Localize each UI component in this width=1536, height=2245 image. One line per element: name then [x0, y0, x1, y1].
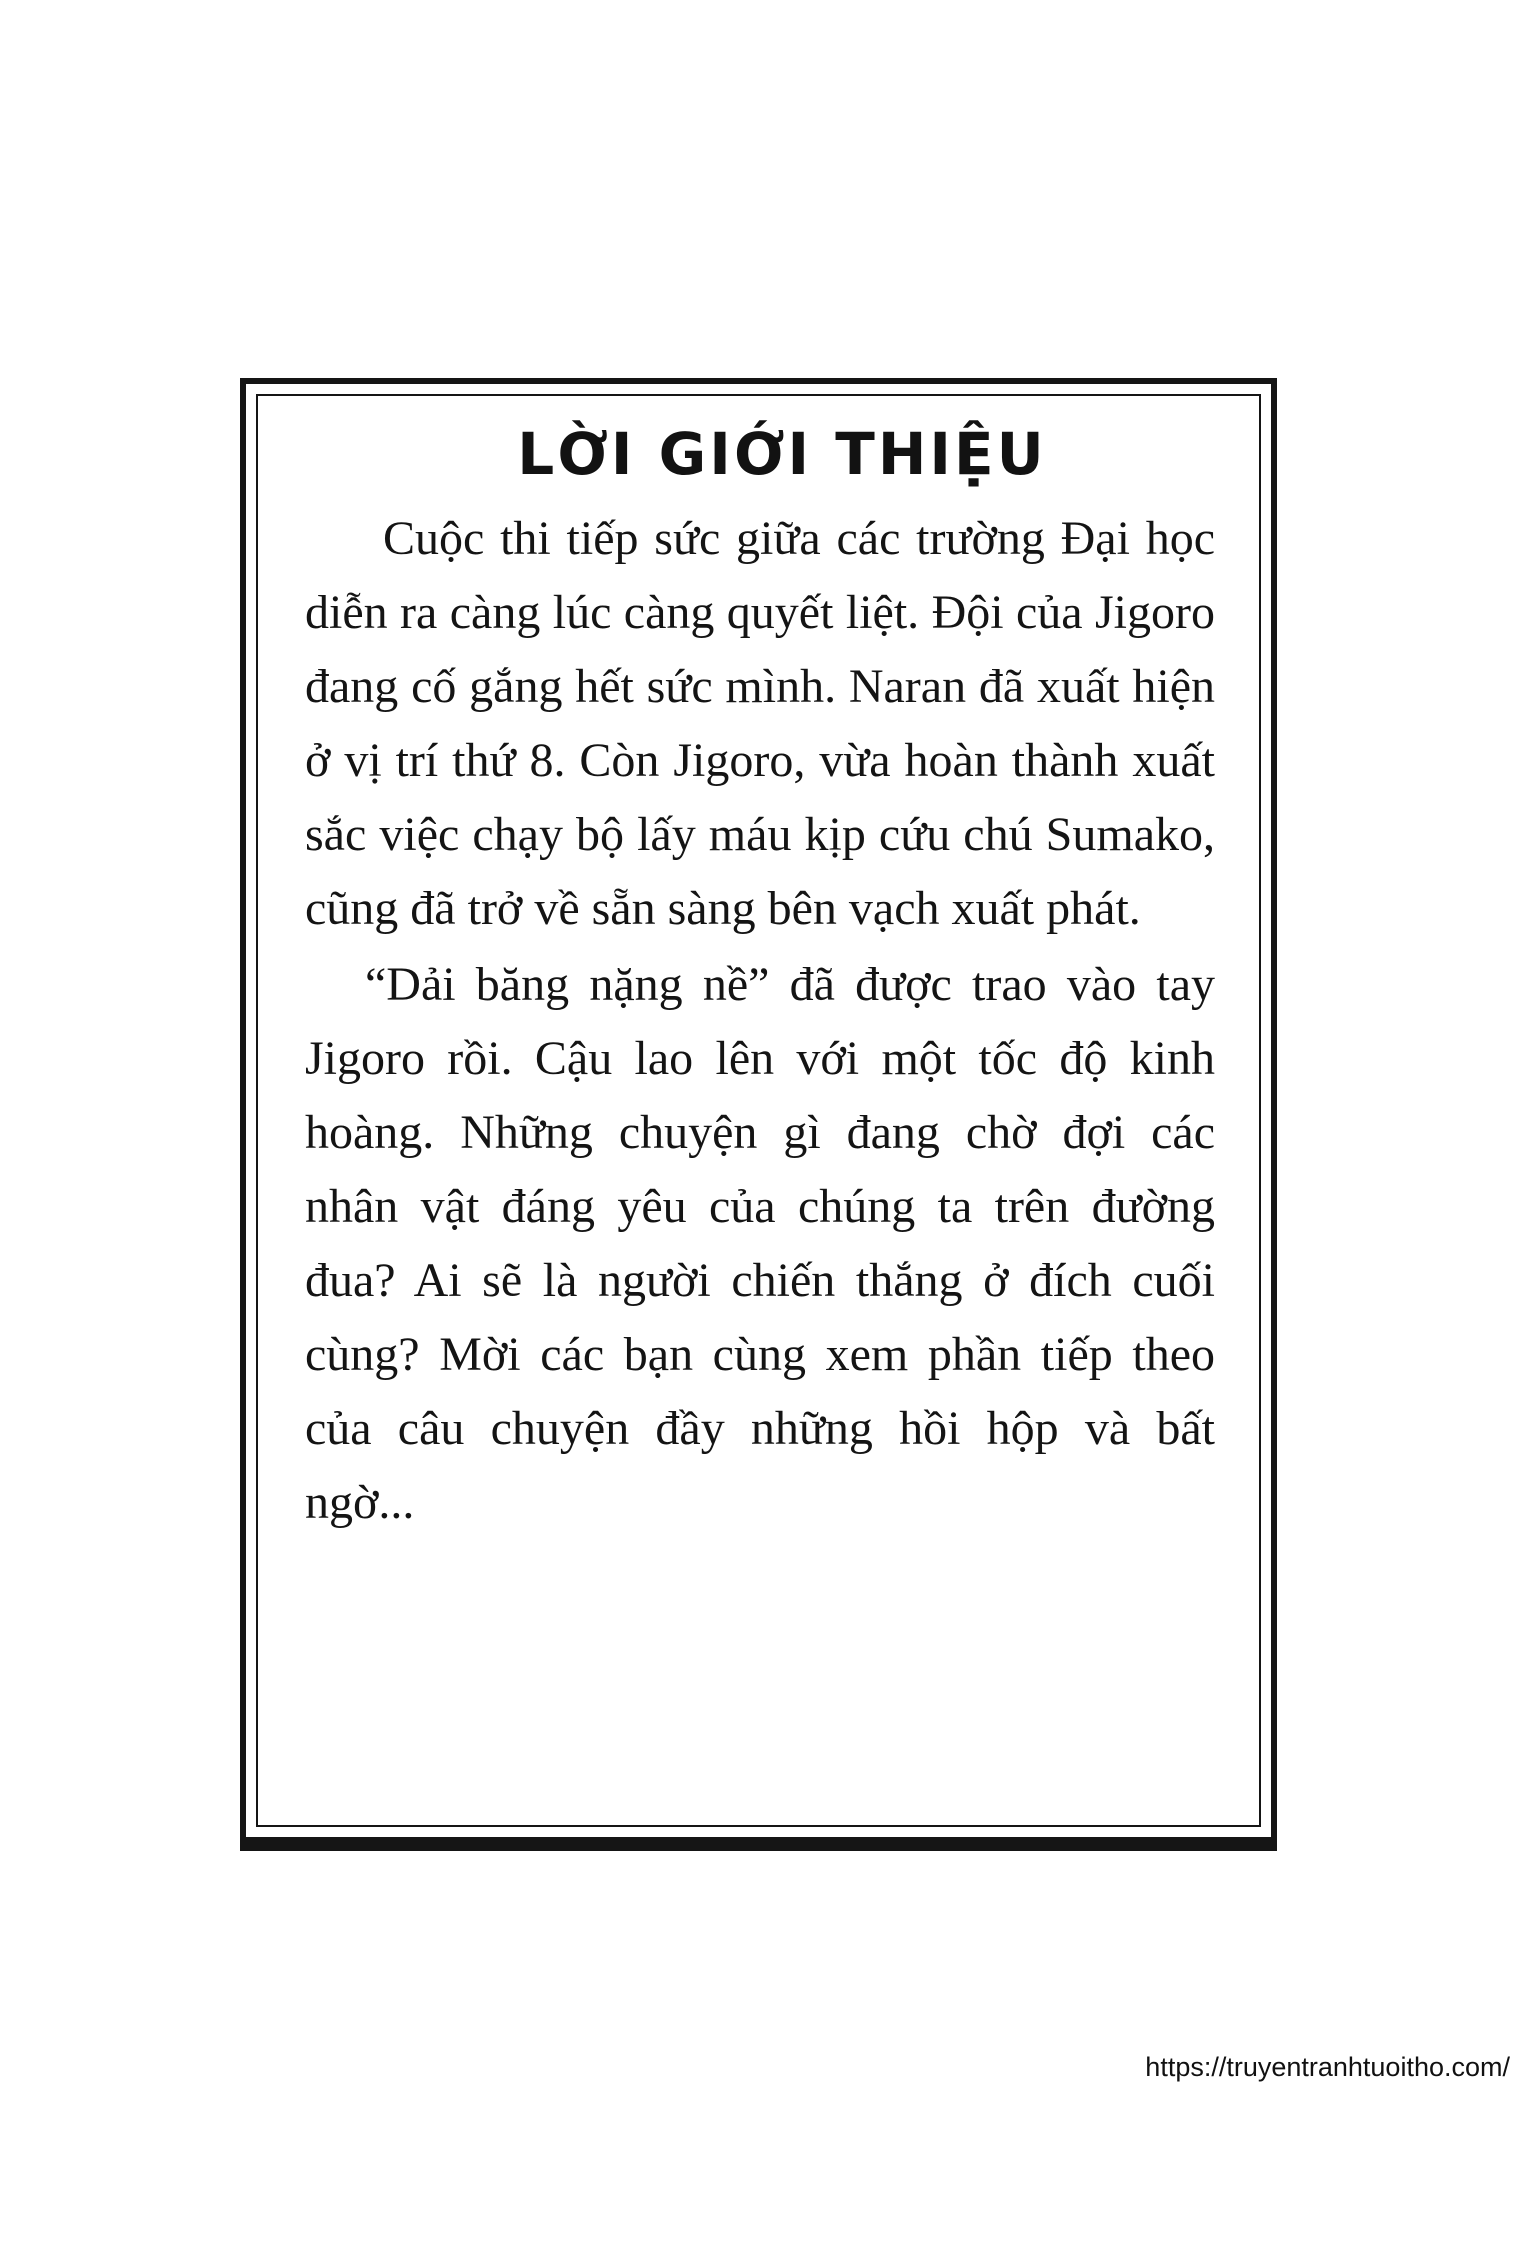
intro-frame-shadow-bar — [240, 1843, 1277, 1851]
source-url: https://truyentranhtuoitho.com/ — [1145, 2052, 1510, 2082]
intro-text — [305, 502, 1215, 1540]
intro-paragraph-1: Cuộc thi tiếp sức giữa các trường Đại học diễn ra càng lúc càng quyết liệt. Đội của Jigoro đang cố gắng hết sức mình. Naran đã xuất hiện ở vị trí thứ 8. Còn Jigoro, vừa hoàn thành xuất sắc việc chạy bộ lấy máu kịp cứu chú Sumako, cũng đã trở về sẵn sàng bên vạch xuất phát. — [305, 512, 1215, 935]
intro-paragraph-2: “Dải băng nặng nề” đã được trao vào tay Jigoro rồi. Cậu lao lên với một tốc độ kinh hoàng. Những chuyện gì đang chờ đợi các nhân vật đáng yêu của chúng ta trên đường đua? Ai sẽ là người chiến thắng ở đích cuối cùng? Mời các bạn cùng xem phần tiếp theo của câu chuyện đầy những hồi hộp và bất ngờ... — [305, 958, 1215, 1529]
page-title: LỜI GIỚI THIỆU — [517, 420, 1047, 488]
